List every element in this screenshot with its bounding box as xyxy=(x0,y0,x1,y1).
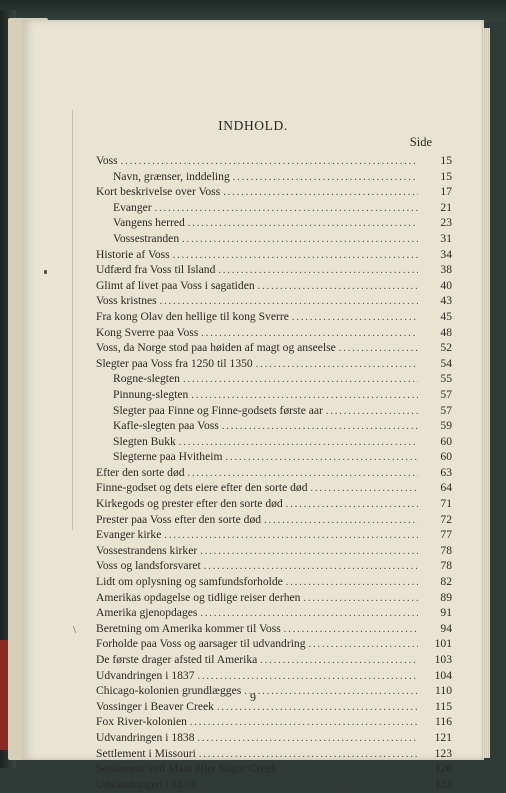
toc-entry-page: 52 xyxy=(440,341,452,355)
toc-entry xyxy=(96,294,452,310)
toc-entry-page: 72 xyxy=(440,512,452,526)
dot-leader xyxy=(200,546,418,557)
toc-entry xyxy=(96,216,452,232)
toc-entry xyxy=(96,528,452,544)
dot-leader xyxy=(222,421,418,432)
toc-entry-page: 78 xyxy=(440,559,452,573)
toc-entry-label: Chicago-kolonien grundlægges xyxy=(96,684,242,698)
toc-entry-page: 57 xyxy=(440,387,452,401)
toc-entry-page: 48 xyxy=(440,325,452,339)
toc-entry xyxy=(96,154,452,170)
toc-entry xyxy=(96,185,452,201)
toc-entry-label: Slegten Bukk xyxy=(113,434,176,448)
dot-leader xyxy=(233,172,418,183)
book-cover-top xyxy=(0,0,506,22)
toc-entry-page: 91 xyxy=(440,606,452,620)
toc-entry-page: 101 xyxy=(434,637,452,651)
toc-entry xyxy=(96,575,452,591)
toc-entry xyxy=(96,232,452,248)
toc-entry-label: Fra kong Olav den hellige til kong Sverre xyxy=(96,309,289,323)
dot-leader xyxy=(292,312,418,323)
toc-entry-label: Slegter paa Voss fra 1250 til 1350 xyxy=(96,356,253,370)
toc-entry-label: Fox River-kolonien xyxy=(96,715,187,729)
toc-entry-page: 121 xyxy=(434,730,452,744)
toc-entry-page: 15 xyxy=(440,154,452,167)
toc-entry-page: 38 xyxy=(440,263,452,277)
toc-entry xyxy=(96,513,452,529)
page-stack-edge xyxy=(482,28,490,758)
toc-entry xyxy=(96,372,452,388)
dot-leader xyxy=(286,499,418,510)
toc-entry xyxy=(96,762,452,778)
toc-entry-label: Udvandringen i 1838 xyxy=(96,730,195,744)
dot-leader xyxy=(188,468,418,479)
toc-entry-label: Efter den sorte død xyxy=(96,465,185,479)
toc-entry-page: 103 xyxy=(434,653,452,666)
dot-leader xyxy=(260,655,418,666)
dot-leader xyxy=(218,265,418,276)
toc-entry xyxy=(96,326,452,342)
toc-entry-label: Glimt af livet paa Voss i sagatiden xyxy=(96,278,255,292)
dot-leader xyxy=(339,343,418,354)
dot-leader xyxy=(200,608,418,619)
dot-leader xyxy=(164,530,418,541)
toc-entry-page: 123 xyxy=(434,746,452,760)
toc-entry xyxy=(96,669,452,685)
dot-leader xyxy=(199,749,418,760)
toc-entry-label: Vossinger i Beaver Creek xyxy=(96,699,214,713)
toc-entry xyxy=(96,404,452,420)
page-column-label: Side xyxy=(409,135,432,149)
toc-entry-page: 89 xyxy=(440,590,452,604)
dot-leader xyxy=(155,203,418,214)
toc-entry-label: Vangens herred xyxy=(113,216,185,230)
toc-entry-page: 78 xyxy=(440,543,452,557)
toc-entry-page: 63 xyxy=(440,465,452,479)
toc-entry xyxy=(96,263,452,279)
toc-entry-label: Evanger kirke xyxy=(96,528,162,542)
page-number: 9 xyxy=(250,690,256,704)
dot-leader xyxy=(182,234,418,245)
toc-entry-label: Beretning om Amerika kommer til Voss xyxy=(96,621,281,635)
toc-entry xyxy=(96,715,452,731)
dot-leader xyxy=(225,452,418,463)
toc-entry-label: Pinnung-slegten xyxy=(113,387,189,401)
dot-leader xyxy=(280,764,418,775)
toc-entry-label: Amerikas opdagelse og tidlige reiser derhen xyxy=(96,590,301,604)
toc-entry-page: 94 xyxy=(440,621,452,635)
toc-entry-label: Slegter paa Finne og Finne-godsets første aar xyxy=(113,403,323,417)
toc-entry-label: Kort beskrivelse over Voss xyxy=(96,185,221,199)
toc-entry-page: 64 xyxy=(440,481,452,495)
toc-entry xyxy=(96,481,452,497)
toc-entry-label: Voss kristnes xyxy=(96,294,157,308)
toc-entry xyxy=(96,170,452,186)
dot-leader xyxy=(160,296,418,307)
margin-ink-dot xyxy=(44,270,47,274)
toc-entry xyxy=(96,310,452,326)
toc-entry-label: Vossestrandens kirker xyxy=(96,543,198,557)
dot-leader xyxy=(121,156,418,167)
toc-entry-label: Udvandringen i 1837 xyxy=(96,668,195,682)
margin-pencil-tick: \ xyxy=(73,624,77,636)
toc-entry-label: De første drager afsted til Amerika xyxy=(96,653,258,666)
dot-leader xyxy=(284,624,418,635)
toc-entry-label: Udvandringen i 1839 xyxy=(96,777,195,791)
toc-entry-page: 104 xyxy=(434,668,452,682)
toc-entry-page: 59 xyxy=(440,419,452,433)
toc-entry-page: 54 xyxy=(440,356,452,370)
toc-entry xyxy=(96,637,452,653)
toc-entry-page: 116 xyxy=(435,715,452,729)
dot-leader xyxy=(309,639,418,650)
dot-leader xyxy=(223,187,418,198)
toc-entry xyxy=(96,435,452,451)
toc-entry-label: Voss xyxy=(96,154,118,167)
toc-entry-label: Lidt om oplysning og samfundsforholde xyxy=(96,575,283,589)
toc-entry xyxy=(96,559,452,575)
dot-leader xyxy=(173,250,418,261)
toc-entry xyxy=(96,248,452,264)
dot-leader xyxy=(303,593,418,604)
margin-pencil-line xyxy=(72,110,73,530)
dot-leader xyxy=(256,359,418,370)
dot-leader xyxy=(179,437,418,448)
toc-entry xyxy=(96,279,452,295)
toc-entry-label: Rogne-slegten xyxy=(113,372,180,386)
toc-entry-page: 82 xyxy=(440,575,452,589)
toc-entry-label: Voss og landsforsvaret xyxy=(96,559,201,573)
toc-entry xyxy=(96,606,452,622)
toc-entry-label: Settlement i Missouri xyxy=(96,746,196,760)
toc-entry-label: Historie af Voss xyxy=(96,247,170,261)
book-page xyxy=(22,20,484,791)
toc-entry-label: Prester paa Voss efter den sorte død xyxy=(96,512,262,526)
toc-entry-page: 110 xyxy=(435,684,452,698)
toc-entry-label: Udfærd fra Voss til Island xyxy=(96,263,216,277)
toc-entry-page: 115 xyxy=(435,699,452,713)
toc-entry-label: Kafle-slegten paa Voss xyxy=(113,419,219,433)
toc-entry-label: Kong Sverre paa Voss xyxy=(96,325,199,339)
toc-entry-label: Navn, grænser, inddeling xyxy=(113,169,230,183)
toc-entry-label: Vossestranden xyxy=(113,231,180,245)
dot-leader xyxy=(311,483,418,494)
toc-entry-page: 60 xyxy=(440,434,452,448)
toc-entry-label: Finne-godset og dets eiere efter den sorte død xyxy=(96,481,308,495)
toc-entry-label: Forholde paa Voss og aarsager til udvandring xyxy=(96,637,306,651)
toc-entry-page: 17 xyxy=(440,185,452,199)
toc-entry-label: Voss, da Norge stod paa høiden af magt og anseelse xyxy=(96,341,336,355)
dot-leader xyxy=(198,780,418,791)
toc-entry-page: 57 xyxy=(440,403,452,417)
toc-entry-page: 31 xyxy=(440,231,452,245)
toc-entry xyxy=(96,388,452,404)
dot-leader xyxy=(286,577,418,588)
toc-entry xyxy=(96,341,452,357)
toc-entry-page: 77 xyxy=(440,528,452,542)
toc-entry-page: 55 xyxy=(440,372,452,386)
toc-entry-label: Amerika gjenopdages xyxy=(96,606,198,620)
toc-entry-page: 34 xyxy=(440,247,452,261)
toc-entry xyxy=(96,778,452,793)
toc-entry-label: Evanger xyxy=(113,200,152,214)
toc-entry-page: 126 xyxy=(434,762,452,776)
dot-leader xyxy=(198,671,418,682)
toc-entry-page: 21 xyxy=(440,200,452,214)
dot-leader xyxy=(258,281,418,292)
toc-entry xyxy=(96,622,452,638)
dot-leader xyxy=(264,515,418,526)
toc-entry xyxy=(96,450,452,466)
toc-title: INDHOLD. xyxy=(218,118,288,133)
dot-leader xyxy=(191,390,418,401)
toc-entry-label: Slegterne paa Hvitheim xyxy=(113,450,223,464)
dot-leader xyxy=(183,374,418,385)
toc-entry-page: 60 xyxy=(440,450,452,464)
toc-entry xyxy=(96,653,452,669)
toc-entry xyxy=(96,497,452,513)
toc-entry xyxy=(96,591,452,607)
dot-leader xyxy=(198,733,418,744)
dot-leader xyxy=(204,561,418,572)
toc-entry xyxy=(96,357,452,373)
dot-leader xyxy=(326,406,418,417)
toc-entry-page: 15 xyxy=(440,169,452,183)
toc-entry-page: 40 xyxy=(440,278,452,292)
toc-entry-label: Kirkegods og prester efter den sorte død xyxy=(96,497,283,511)
toc-entry xyxy=(96,747,452,763)
toc-entry-page: 71 xyxy=(440,497,452,511)
toc-entry-page: 43 xyxy=(440,294,452,308)
dot-leader xyxy=(201,328,418,339)
dot-leader xyxy=(188,218,418,229)
toc-entry-page: 23 xyxy=(440,216,452,230)
toc-entry xyxy=(96,544,452,560)
dot-leader xyxy=(190,717,418,728)
toc-entry xyxy=(96,466,452,482)
toc-entry-page: 45 xyxy=(440,309,452,323)
toc-entry-label: Settlement ved Main eller Sugar Creek xyxy=(96,762,277,776)
toc-entry xyxy=(96,419,452,435)
toc-entry-page: 132 xyxy=(434,777,452,791)
toc-entry xyxy=(96,731,452,747)
toc-entry xyxy=(96,201,452,217)
